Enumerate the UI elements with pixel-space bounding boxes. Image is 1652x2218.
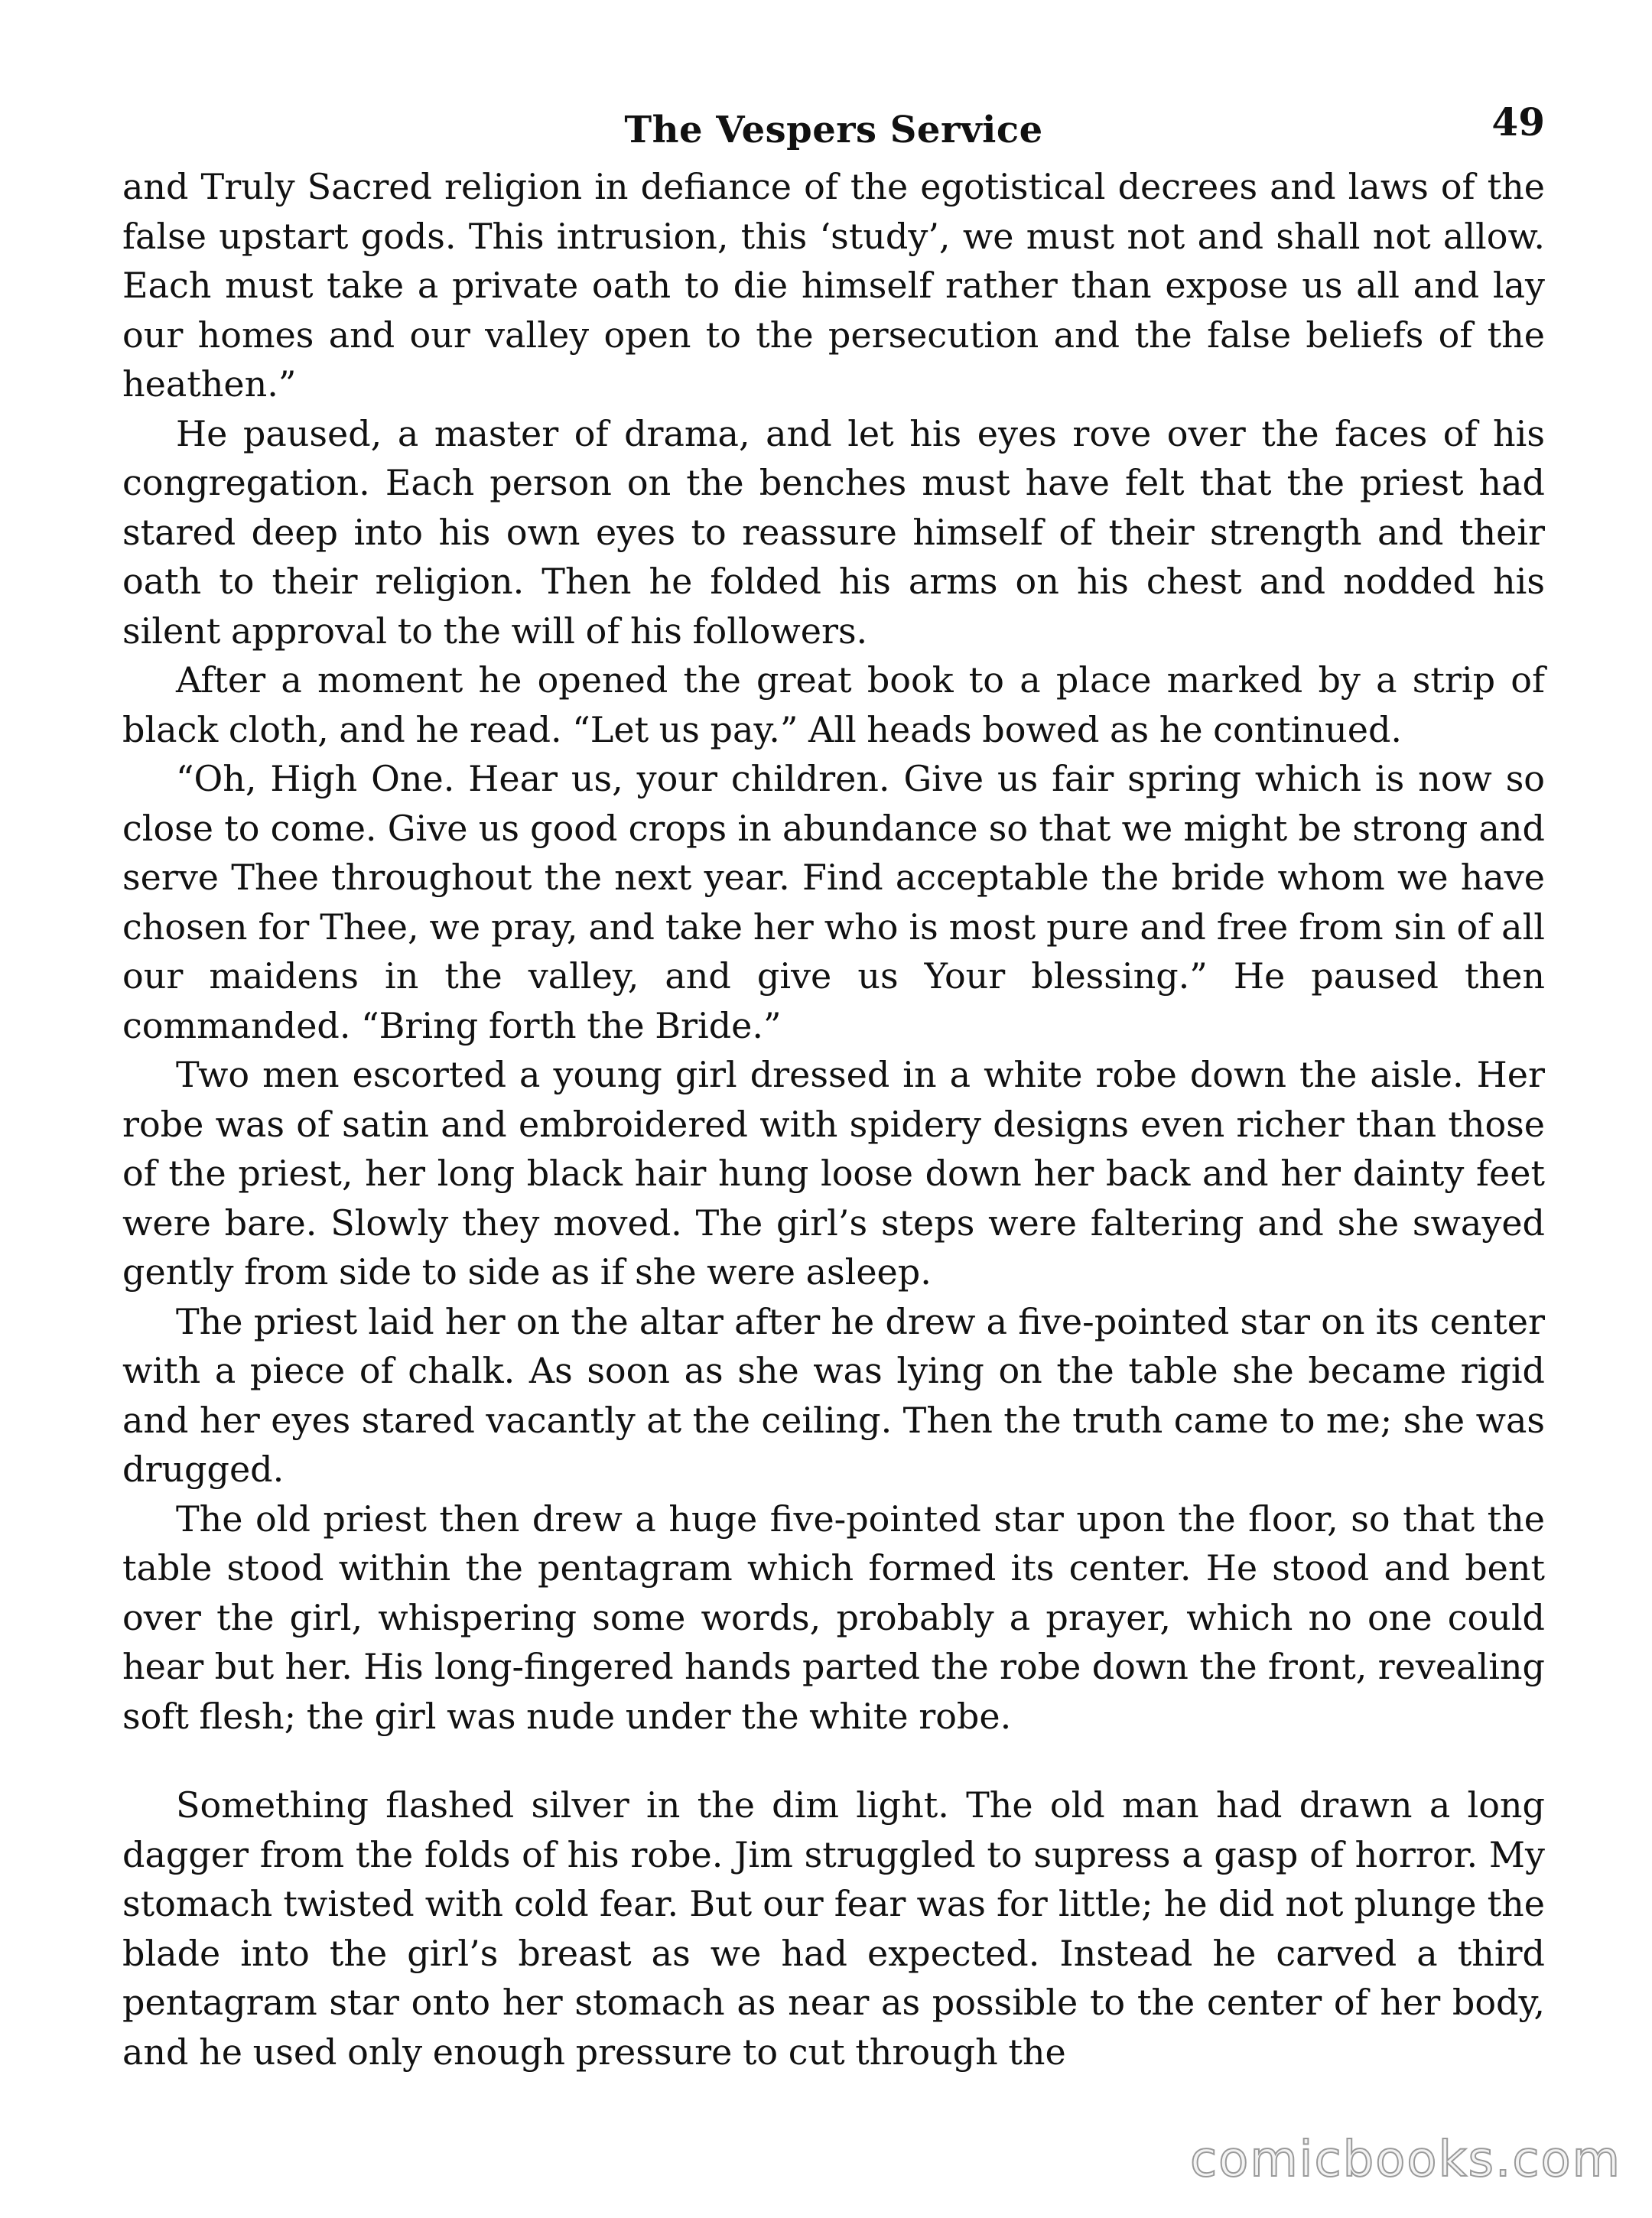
paragraph: The priest laid her on the altar after he drew a five-pointed star on its center with a piece of chalk. As soon as she was lying on the table she became rigid and her eyes stared vacantly at the ceiling. Then the truth came to me; she was drugged.: [122, 1300, 1545, 1490]
paragraph: Something flashed silver in the dim light. The old man had drawn a long dagger from the folds of his robe. Jim struggled to supress a gasp of horror. My stomach twisted with cold fear. But our fear was for little; he did not plunge the blade into the girl’s breast as we had expected. Instead he carved a third pentagram star onto her stomach as near as possible to the center of her body, and he used only enough pressure to cut through the: [122, 1784, 1545, 2073]
page-number: 49: [1491, 99, 1545, 145]
body-text: [122, 162, 1545, 2077]
paragraph: After a moment he opened the great book to a place marked by a strip of black cloth, and he read. “Let us pay.” All heads bowed as he continued.: [122, 659, 1545, 750]
paragraph: “Oh, High One. Hear us, your children. Give us fair spring which is now so close to come. Give us good crops in abundance so that we might be strong and serve Thee throughout the next year. Find acceptable the bride whom we have chosen for Thee, we pray, and take her who is most pure and free from sin of all our maidens in the valley, and give us Your blessing.” He paused then commanded. “Bring forth the Bride.”: [122, 758, 1545, 1046]
paragraph: Two men escorted a young girl dressed in a white robe down the aisle. Her robe was of satin and embroidered with spidery designs even richer than those of the priest, her long black hair hung loose down her back and her dainty feet were bare. Slowly they moved. The girl’s steps were faltering and she swayed gently from side to side as if she were asleep.: [122, 1054, 1545, 1293]
paragraph: He paused, a master of drama, and let his eyes rove over the faces of his congregation. Each person on the benches must have felt that the priest had stared deep into his own eyes to reassure himself of their strength and their oath to their religion. Then he folded his arms on his chest and nodded his silent approval to the will of his followers.: [122, 412, 1545, 652]
paragraph: and Truly Sacred religion in defiance of the egotistical decrees and laws of the false upstart gods. This intrusion, this ‘study’, we must not and shall not allow. Each must take a private oath to die himself rather than expose us all and lay our homes and our valley open to the persecution and the false beliefs of the heathen.”: [122, 166, 1545, 405]
running-head: [122, 99, 1545, 167]
paragraph: The old priest then drew a huge five-pointed star upon the floor, so that the table stood within the pentagram which formed its center. He stood and bent over the girl, whispering some words, probably a prayer, which no one could hear but her. His long-fingered hands parted the robe down the front, revealing soft flesh; the girl was nude under the white robe.: [122, 1498, 1545, 1737]
watermark: comicbooks.com: [1189, 2132, 1621, 2188]
chapter-title: The Vespers Service: [624, 109, 1043, 151]
